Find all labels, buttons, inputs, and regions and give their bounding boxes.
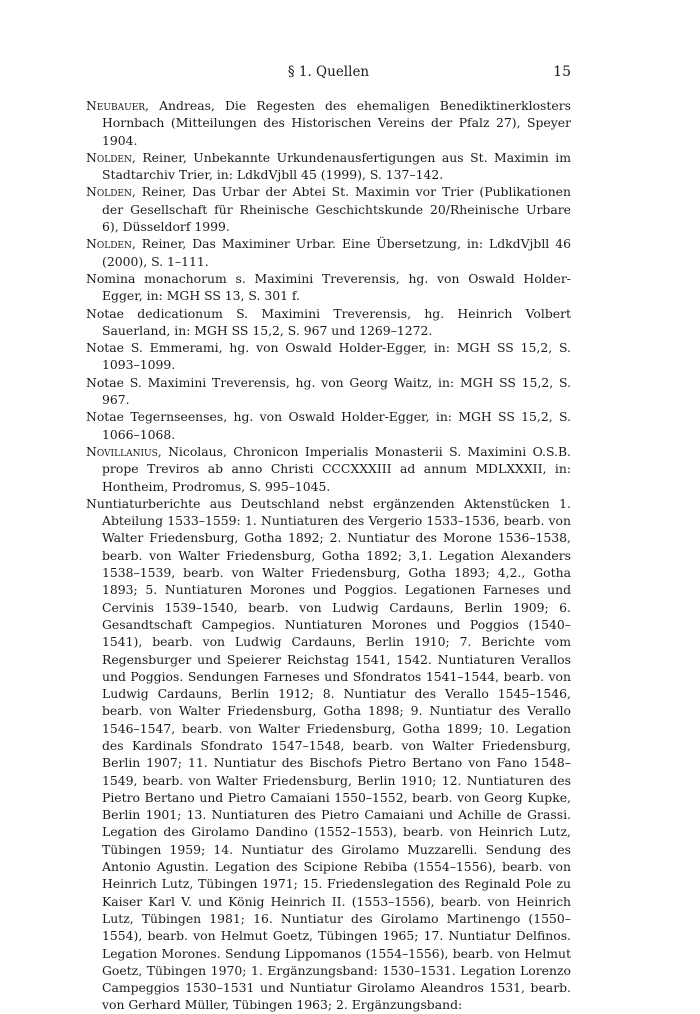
bibliography-entry	[86, 235, 571, 270]
bibliography-entry	[86, 305, 571, 340]
entry-text: , Reiner, Das Urbar der Abtei St. Maximin vor Trier (Publikationen der Gesellschaft für Rheinische Geschichtskunde 20/Rheinische Urbare 6), Düsseldorf 1999.	[102, 184, 571, 235]
bibliography-entry	[86, 339, 571, 374]
bibliography-entry	[86, 408, 571, 443]
entry-text: Nomina monachorum s. Maximini Treverensis, hg. von Oswald Holder-Egger, in: MGH SS 13, S. 301 f.	[86, 270, 571, 304]
entry-author: Nolden	[86, 236, 132, 252]
bibliography-entry	[86, 443, 571, 495]
entry-text: Notae S. Emmerami, hg. von Oswald Holder-Egger, in: MGH SS 15,2, S. 1093–1099.	[86, 340, 571, 373]
entry-text: , Reiner, Unbekannte Urkundenausfertigungen aus St. Maximin im Stadtarchiv Trier, in: LdkdVjbll 45 (1999), S. 137–142.	[102, 149, 571, 183]
entry-text: Notae dedicationum S. Maximini Treverensis, hg. Heinrich Volbert Sauerland, in: MGH SS 15,2, S. 967 und 1269–1272.	[86, 305, 571, 338]
page-number: 15	[553, 64, 571, 80]
entry-text: Nuntiaturberichte aus Deutschland nebst ergänzenden Aktenstücken 1. Abteilung 1533–1559: 1. Nuntiaturen des Vergerio 1533–1536, bearb. von Walter Friedensburg, Gotha 1892; 2. Nuntiatur des Morone 1536–1538, bearb. von Walter Friedensburg, Gotha 1892; 3,1. Legation Alexanders 1538–1539, bearb. von Walter Friedensburg, Gotha 1893; 4,2., Gotha 1893; 5. Nuntiaturen Morones und Poggios. Legationen Farneses und Cervinis 1539–1540, bearb. von Ludwig Cardauns, Berlin 1909; 6. Gesandtschaft Campegios. Nuntiaturen Morones und Poggios (1540–1541), bearb. von Ludwig Cardauns, Berlin 1910; 7. Berichte vom Regensburger und Speierer Reichstag 1541, 1542. Nuntiaturen Verallos und Poggios. Sendungen Farneses und Sfondratos 1541–1544, bearb. von Ludwig Cardauns, Berlin 1912; 8. Nuntiatur des Verallo 1545–1546, bearb. von Walter Friedensburg, Gotha 1898; 9. Nuntiatur des Verallo 1546–1547, bearb. von Walter Friedensburg, Gotha 1899; 10. Legation des Kardinals Sfondrato 1547–1548, bearb. von Walter Friedensburg, Berlin 1907; 11. Nuntiatur des Bischofs Pietro Bertano von Fano 1548–1549, bearb. von Walter Friedensburg, Berlin 1910; 12. Nuntiaturen des Pietro Bertano und Pietro Camaiani 1550–1552, bearb. von Georg Kupke, Berlin 1901; 13. Nuntiaturen des Pietro Camaiani und Achille de Grassi. Legation des Girolamo Dandino (1552–1553), bearb. von Heinrich Lutz, Tübingen 1959; 14. Nuntiatur des Girolamo Muzzarelli. Sendung des Antonio Agustin. Legation des Scipione Rebiba (1554–1556), bearb. von Heinrich Lutz, Tübingen 1971; 15. Friedenslegation des Reginald Pole zu Kaiser Karl V. und König Heinrich II. (1553–1556), bearb. von Heinrich Lutz, Tübingen 1981; 16. Nuntiatur des Girolamo Martinengo (1550–1554), bearb. von Helmut Goetz, Tübingen 1965; 17. Nuntiatur Delfinos. Legation Morones. Sendung Lippomanos (1554–1556), bearb. von Helmut Goetz, Tübingen 1970; 1. Ergänzungsband: 1530–1531. Legation Lorenzo Campeggios 1530–1531 und Nuntiatur Girolamo Aleandros 1531, bearb. von Gerhard Müller, Tübingen 1963; 2. Ergänzungsband:	[86, 495, 571, 1013]
bibliography-entry	[86, 495, 571, 1014]
bibliography-entry	[86, 183, 571, 235]
entry-text: , Reiner, Das Maximiner Urbar. Eine Übersetzung, in: LdkdVjbll 46 (2000), S. 1–111.	[102, 236, 571, 269]
bibliography-entry	[86, 374, 571, 409]
bibliography-entry	[86, 97, 571, 149]
entry-author: Nolden	[86, 184, 132, 200]
entry-text: Notae Tegernseenses, hg. von Oswald Holder-Egger, in: MGH SS 15,2, S. 1066–1068.	[86, 409, 571, 442]
entry-text: Notae S. Maximini Treverensis, hg. von Georg Waitz, in: MGH SS 15,2, S. 967.	[86, 374, 571, 408]
bibliography-list	[86, 97, 571, 1014]
bibliography-entry	[86, 149, 571, 184]
entry-author: Nolden	[86, 149, 132, 165]
entry-text: , Nicolaus, Chronicon Imperialis Monasterii S. Maximini O.S.B. prope Treviros ab anno Christi CCCXXXIII ad annum MDLXXXII, in: Hontheim, Prodromus, S. 995–1045.	[102, 443, 571, 494]
entry-text: , Andreas, Die Regesten des ehemaligen Benediktinerklosters Hornbach (Mitteilungen des Historischen Vereins der Pfalz 27), Speyer 1904.	[102, 98, 571, 148]
running-header	[86, 64, 571, 84]
entry-author: Novillanius	[86, 443, 158, 459]
running-title: § 1. Quellen	[287, 64, 370, 80]
entry-author: Neubauer	[86, 98, 146, 113]
bibliography-entry	[86, 270, 571, 305]
